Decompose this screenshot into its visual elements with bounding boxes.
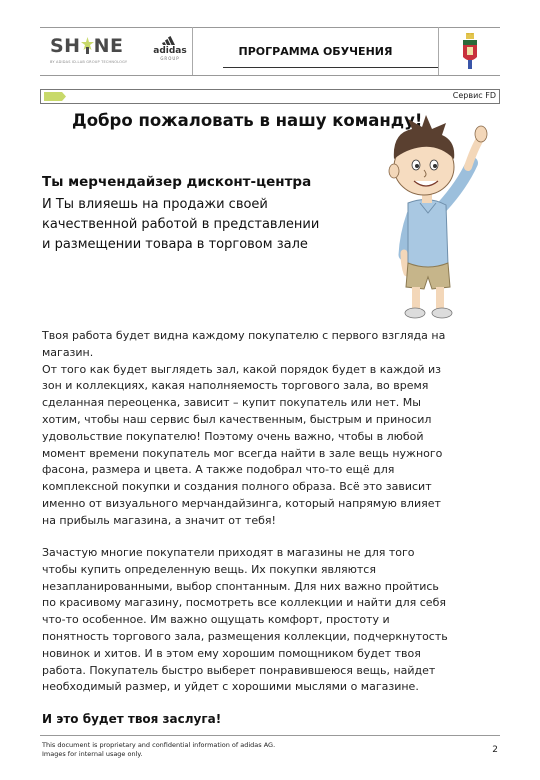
paragraph-line: От того как будет выглядеть зал, какой порядок будет в каждой из xyxy=(42,362,441,376)
section-bar xyxy=(40,89,500,104)
paragraph-line: незапланированными, выбор спонтанным. Для них важно пройтись xyxy=(42,579,439,593)
paragraph-2 xyxy=(42,545,502,696)
adidas-wordmark: adidas xyxy=(153,46,187,56)
paragraph-line: Твоя работа будет видна каждому покупателю с первого взгляда на xyxy=(42,329,446,342)
paragraph-line: именно от визуального мерчандайзинга, который напрямую влияет xyxy=(42,496,441,510)
adidas-group-label: GROUP xyxy=(160,56,180,61)
crest-area xyxy=(438,27,500,75)
paragraph-line: комплексной покупки и создания полного образа. Всё это зависит xyxy=(42,480,432,494)
role-heading: Ты мерчендайзер дисконт-центра xyxy=(42,174,312,190)
paragraph-1 xyxy=(42,328,502,530)
paragraph-line: понятность торгового зала, размещения коллекции, подчеркнутость xyxy=(42,629,448,643)
paragraph-line: магазин. xyxy=(42,345,94,359)
footer-line: Images for internal usage only. xyxy=(42,750,143,758)
paragraph-line: момент времени покупатель мог всегда найти в зале вещь нужного xyxy=(42,446,443,460)
paragraph-line: сделанная переоценка, зависит – купит покупатель или нет. Мы xyxy=(42,396,421,410)
paragraph-line: зон и коллекциях, какая наполняемость торгового зала, во время xyxy=(42,379,429,393)
paragraph-line: что-то особенное. Им важно ощущать комфорт, простоту и xyxy=(42,613,390,627)
footer-line: This document is proprietary and confidential information of adidas AG. xyxy=(42,741,276,749)
header-rule-bottom xyxy=(40,75,500,76)
program-title: ПРОГРАММА ОБУЧЕНИЯ xyxy=(193,27,438,75)
shine-logo: SH NE xyxy=(50,35,124,57)
welcome-heading: Добро пожаловать в нашу команду! xyxy=(72,111,423,130)
section-arrow-icon xyxy=(44,92,66,101)
intro-line: и размещении товара в торговом зале xyxy=(42,237,308,252)
paragraph-line: новинок и хитов. И в этом ему хорошим помощником будет твоя xyxy=(42,646,421,660)
boy-illustration xyxy=(350,115,500,320)
footer-disclaimer xyxy=(42,741,275,759)
page-number: 2 xyxy=(492,745,498,755)
shine-logo-star-icon xyxy=(81,37,94,54)
closing-line: И это будет твоя заслуга! xyxy=(42,712,222,726)
paragraph-line: фасона, размера и цвета. А также подобрал что-то ещё для xyxy=(42,463,395,477)
logo-area xyxy=(40,27,193,75)
intro-line: И Ты влияешь на продажи своей xyxy=(42,197,268,212)
shine-tagline: BY ADIDAS ID-LAB GROUP TECHNOLOGY xyxy=(50,60,128,64)
paragraph-line: Зачастую многие покупатели приходят в магазины не для того xyxy=(42,546,415,559)
intro-line: качественной работой в представлении xyxy=(42,217,320,232)
adidas-logo xyxy=(150,36,190,61)
paragraph-line: необходимый размер, и уйдет с хорошими мыслями о магазине. xyxy=(42,680,419,694)
paragraph-line: чтобы купить определенную вещь. Их покупки являются xyxy=(42,562,376,576)
paragraph-line: на прибыль магазина, а значит от тебя! xyxy=(42,513,276,527)
section-label: Сервис FD xyxy=(452,91,496,100)
intro-text xyxy=(42,195,342,255)
paragraph-line: работа. Покупатель быстро выберет понравившеюся вещь, найдет xyxy=(42,663,436,677)
crest-icon xyxy=(461,33,479,69)
paragraph-line: хотим, чтобы наш сервис был качественным, быстрым и приносил xyxy=(42,412,432,426)
footer-rule xyxy=(40,735,500,736)
paragraph-line: по красивому магазину, посмотреть все коллекции и найти для себя xyxy=(42,596,446,610)
adidas-stripes-icon xyxy=(162,36,178,45)
paragraph-line: удовольствие покупателю! Поэтому очень важно, чтобы в любой xyxy=(42,429,424,443)
